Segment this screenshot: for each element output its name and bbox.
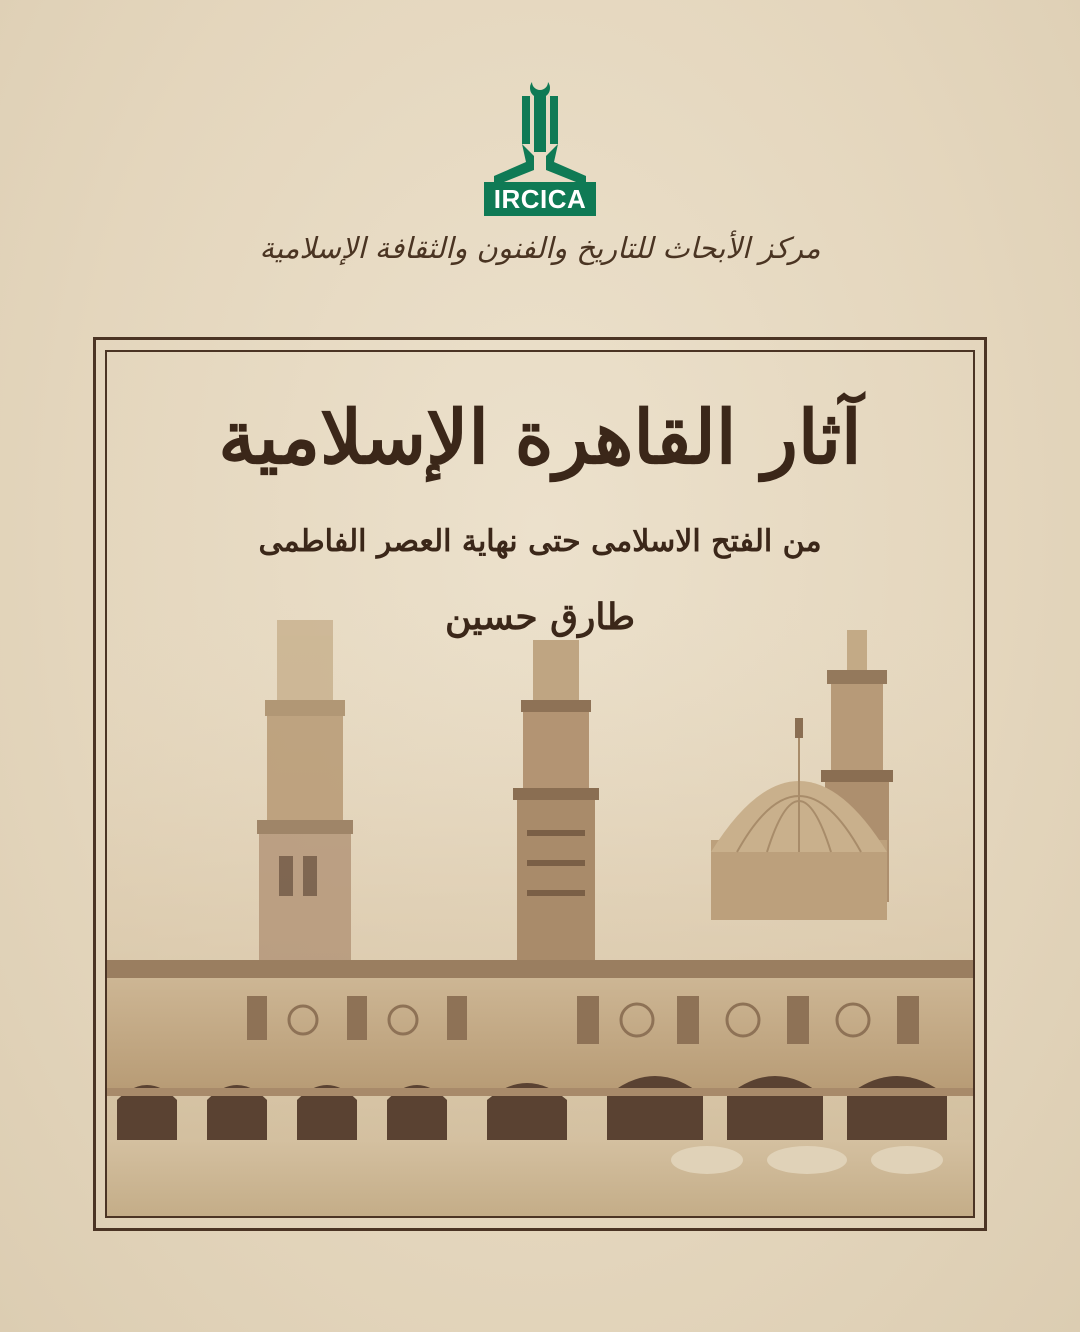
mosque-courtyard-photo xyxy=(107,600,973,1216)
book-title: آثار القاهرة الإسلامية xyxy=(218,395,862,481)
book-author: طارق حسين xyxy=(444,596,636,638)
logo-text: IRCICA xyxy=(493,184,587,214)
book-subtitle: من الفتح الاسلامى حتى نهاية العصر الفاطمى xyxy=(258,524,822,559)
institution-name: مركز الأبحاث للتاريخ والفنون والثقافة الإسلامية xyxy=(259,231,821,265)
ircica-logo xyxy=(474,74,606,224)
